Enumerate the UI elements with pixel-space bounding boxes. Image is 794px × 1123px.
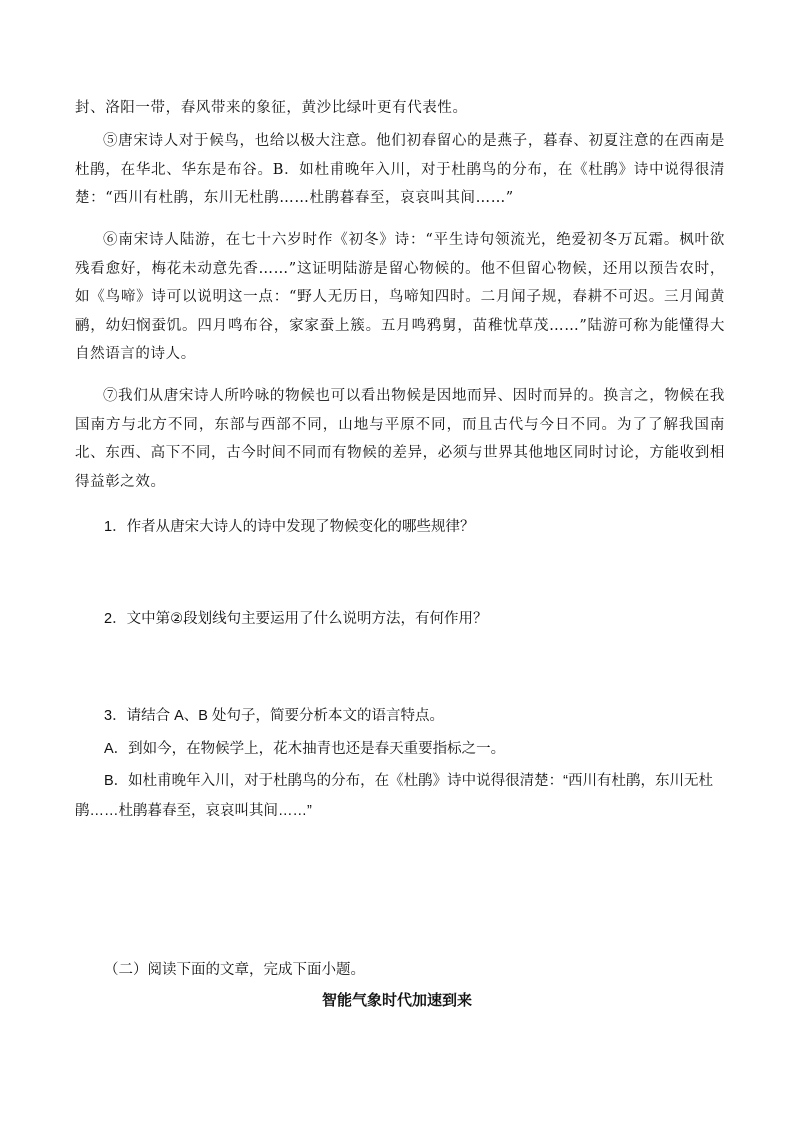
paragraph-7: ⑦我们从唐宋诗人所吟咏的物候也可以看出物候是因地而异、因时而异的。换言之，物候在我国南方与北方不同，东部与西部不同，山地与平原不同，而且古代与今日不同。为了了解我国南北、东西、高下不同，古今时间不同而有物候的差异，必须与世界其他地区同时讨论，方能收到相得益彰之效。 [75, 388, 725, 490]
option-a: A．到如今，在物候学上，花木抽青也还是春天重要指标之一。 [104, 741, 506, 757]
question-3: 3．请结合 A、B 处句子，简要分析本文的语言特点。 [104, 708, 444, 724]
question-2: 2．文中第②段划线句主要运用了什么说明方法，有何作用？ [104, 611, 488, 627]
article-title: 智能气象时代加速到来 [321, 992, 472, 1009]
question-1: 1．作者从唐宋大诗人的诗中发现了物候变化的哪些规律？ [104, 519, 475, 535]
paragraph-5: ⑤唐宋诗人对于候鸟，也给以极大注意。他们初春留心的是燕子，暮春、初夏注意的在西南是杜鹃，在华北、华东是布谷。B．如杜甫晚年入川，对于杜鹃鸟的分布，在《杜鹃》诗中说得很清楚：“西川有杜鹃，东川无杜鹃……杜鹃暮春至，哀哀叫其间……” [75, 133, 725, 206]
option-b: B．如杜甫晚年入川，对于杜鹃鸟的分布，在《杜鹃》诗中说得很清楚：“西川有杜鹃，东川无杜鹃……杜鹃暮春至，哀哀叫其间……” [75, 773, 713, 819]
paragraph-6: ⑥南宋诗人陆游，在七十六岁时作《初冬》诗：“平生诗句领流光，绝爱初冬万瓦霜。枫叶欲残看愈好，梅花未动意先香……”这证明陆游是留心物候的。他不但留心物候，还用以预告农时，如《鸟啼》诗可以说明这一点：“野人无历日，鸟啼知四时。二月闻子规，春耕不可迟。三月闻黄鹂，幼妇悯蚕饥。四月鸣布谷，家家蚕上簇。五月鸣鸦舅，苗稚忧草茂……”陆游可称为能懂得大自然语言的诗人。 [75, 232, 725, 362]
paragraph-4-tail: 封、洛阳一带，春风带来的象征，黄沙比绿叶更有代表性。 [75, 100, 468, 116]
section-2-heading: （二）阅读下面的文章，完成下面小题。 [104, 962, 365, 978]
